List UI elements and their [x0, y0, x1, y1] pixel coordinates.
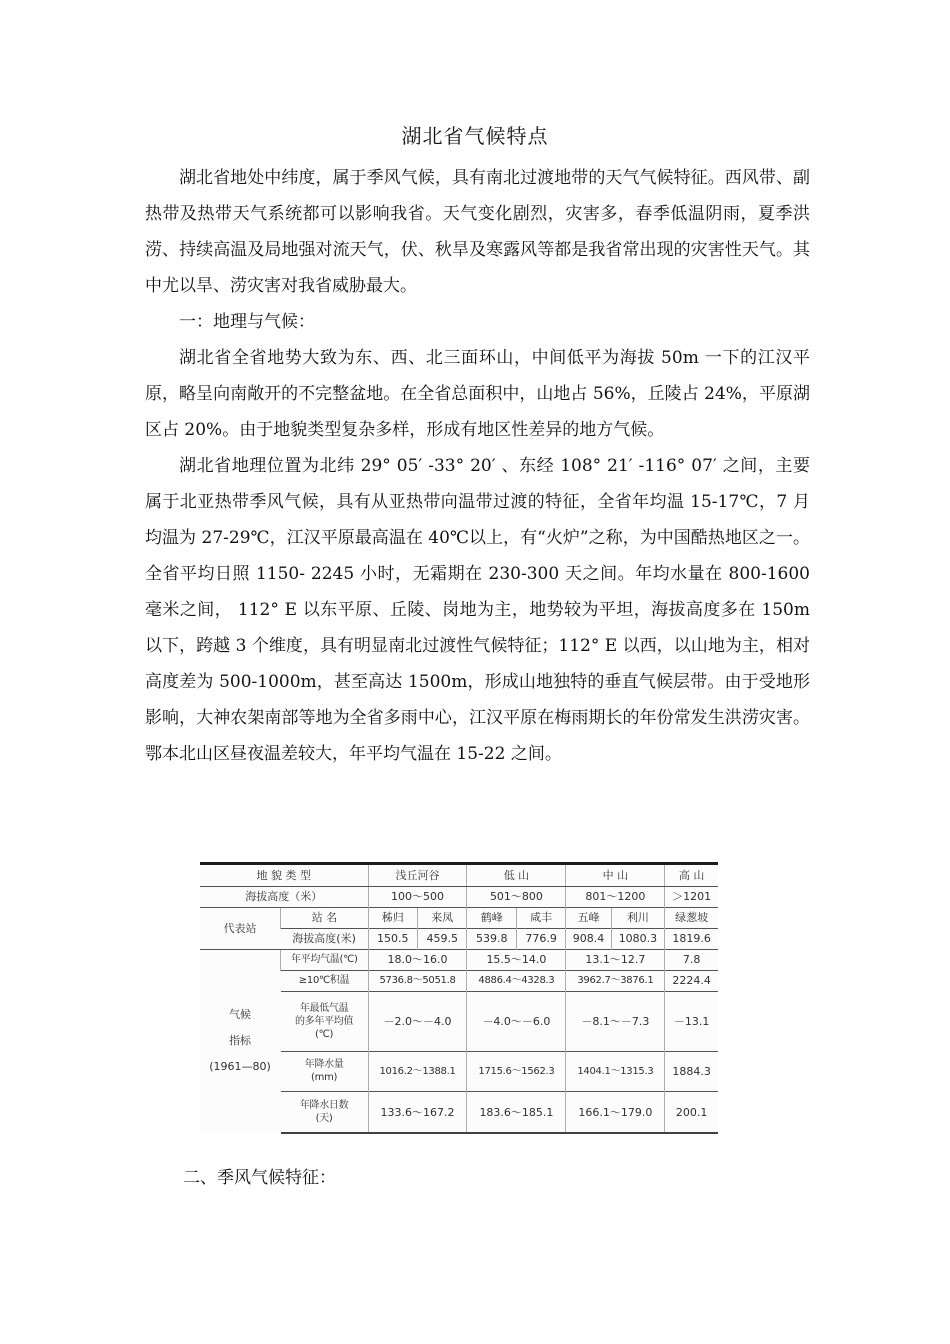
- header-low-mountain: 低 山: [467, 864, 566, 887]
- station-altitude-cell: 1080.3: [611, 928, 665, 949]
- altitude-label: 海拔高度（米）: [200, 886, 368, 907]
- table-row: [200, 949, 718, 970]
- accum-temp-high: 2224.4: [665, 970, 718, 991]
- station-name-label: 站 名: [281, 907, 368, 928]
- station-cell: 鹤峰: [467, 907, 516, 928]
- station-altitude-label: 海拔高度(米): [281, 928, 368, 949]
- mean-temp-high: 7.8: [665, 949, 718, 970]
- precip-days-low: 183.6～185.1: [467, 1092, 566, 1133]
- climate-table-image: [200, 862, 718, 1134]
- precip-days-hill: 133.6～167.2: [368, 1092, 467, 1133]
- station-group-label: 代表站: [200, 907, 281, 949]
- min-temp-label-line-2: 的多年平均值: [294, 1015, 354, 1027]
- header-high-mountain: 高 山: [665, 864, 718, 887]
- climate-group-line-3: (1961—80): [209, 1060, 271, 1074]
- station-cell: 来凤: [418, 907, 467, 928]
- min-temp-mid: －8.1～－7.3: [566, 991, 665, 1051]
- min-temp-hill: －2.0～－4.0: [368, 991, 467, 1051]
- station-cell: 五峰: [566, 907, 611, 928]
- station-cell: 利川: [611, 907, 665, 928]
- precip-days-label-line-2: (天): [315, 1113, 333, 1125]
- station-cell: 咸丰: [516, 907, 565, 928]
- station-altitude-cell: 908.4: [566, 928, 611, 949]
- table-row: [200, 907, 718, 928]
- altitude-high: ＞1201: [665, 886, 718, 907]
- altitude-hill: 100～500: [368, 886, 467, 907]
- station-cell: 绿葱坡: [665, 907, 718, 928]
- table-header-row: [200, 864, 718, 887]
- header-mid-mountain: 中 山: [566, 864, 665, 887]
- document-title: 湖北省气候特点: [401, 124, 549, 148]
- terrain-paragraph: 湖北省全省地势大致为东、西、北三面环山，中间低平为海拔 50m 一下的江汉平原，略呈向南敞开的不完整盆地。在全省总面积中，山地占 56%，丘陵占 24%，平原湖区占 20%。由于地貌类型复杂多样，形成有地区性差异的地方气候。: [145, 348, 810, 440]
- min-temp-label: [281, 991, 368, 1051]
- mean-temp-mid: 13.1～12.7: [566, 949, 665, 970]
- body-text: [145, 160, 810, 772]
- accum-temp-mid: 3962.7～3876.1: [566, 970, 665, 991]
- station-altitude-cell: 459.5: [418, 928, 467, 949]
- min-temp-low: －4.0～－6.0: [467, 991, 566, 1051]
- station-altitude-cell: 150.5: [368, 928, 417, 949]
- precip-mid: 1404.1～1315.3: [566, 1051, 665, 1092]
- min-temp-label-line-3: (℃): [315, 1028, 334, 1040]
- station-cell: 秭归: [368, 907, 417, 928]
- climate-table: [200, 862, 718, 1134]
- climate-group-line-1: 气候: [229, 1008, 252, 1022]
- section1-heading: 一：地理与气候：: [179, 312, 315, 332]
- altitude-low: 501～800: [467, 886, 566, 907]
- precip-label: [281, 1051, 368, 1092]
- location-paragraph: 湖北省地理位置为北纬 29° 05′ -33° 20′ 、东经 108° 21′ -116° 07′ 之间，主要属于北亚热带季风气候，具有从亚热带向温带过渡的特征，全省年均温 15-17℃，7 月均温为 27-29℃，江汉平原最高温在 40℃以上，有“火炉”之称，为中国酷热地区之一。全省平均日照 1150- 2245 小时，无霜期在 230-300 天之间。年均水量在 800-1600 毫米之间， 112° E 以东平原、丘陵、岗地为主，地势较为平坦，海拔高度多在 150m 以下，跨越 3 个维度，具有明显南北过渡性气候特征；112° E 以西，以山地为主，相对高度差为 500-1000m，甚至高达 1500m，形成山地独特的垂直气候层带。由于受地形影响，大神农架南部等地为全省多雨中心，江汉平原在梅雨期长的年份常发生洪涝灾害。鄂本北山区昼夜温差较大，年平均气温在 15-22 之间。: [145, 456, 810, 764]
- precip-high: 1884.3: [665, 1051, 718, 1092]
- mean-temp-low: 15.5～14.0: [467, 949, 566, 970]
- precip-label-line-2: (mm): [311, 1072, 338, 1084]
- accum-temp-low: 4886.4～4328.3: [467, 970, 566, 991]
- mean-temp-label: 年平均气温(℃): [281, 949, 368, 970]
- precip-days-label-line-1: 年降水日数: [299, 1100, 349, 1112]
- table-row: [200, 886, 718, 907]
- min-temp-label-line-1: 年最低气温: [299, 1002, 349, 1014]
- climate-group-line-2: 指标: [229, 1034, 252, 1048]
- precip-hill: 1016.2～1388.1: [368, 1051, 467, 1092]
- section2-heading: 二、季风气候特征：: [183, 1168, 336, 1188]
- intro-paragraph: 湖北省地处中纬度，属于季风气候，具有南北过渡地带的天气气候特征。西风带、副热带及热带天气系统都可以影响我省。天气变化剧烈，灾害多，春季低温阴雨，夏季洪涝、持续高温及局地强对流天气，伏、秋旱及寒露风等都是我省常出现的灾害性天气。其中尤以旱、涝灾害对我省威胁最大。: [145, 168, 810, 296]
- station-altitude-cell: 1819.6: [665, 928, 718, 949]
- header-landform-type: 地 貌 类 型: [200, 864, 368, 887]
- altitude-mid: 801～1200: [566, 886, 665, 907]
- mean-temp-hill: 18.0～16.0: [368, 949, 467, 970]
- precip-days-mid: 166.1～179.0: [566, 1092, 665, 1133]
- station-altitude-cell: 776.9: [516, 928, 565, 949]
- station-altitude-cell: 539.8: [467, 928, 516, 949]
- precip-label-line-1: 年降水量: [304, 1059, 344, 1071]
- header-hill-valley: 浅丘河谷: [368, 864, 467, 887]
- climate-group-label: [200, 949, 281, 1133]
- accum-temp-hill: 5736.8～5051.8: [368, 970, 467, 991]
- precip-days-label: [281, 1092, 368, 1133]
- precip-low: 1715.6～1562.3: [467, 1051, 566, 1092]
- min-temp-high: －13.1: [665, 991, 718, 1051]
- accum-temp-label: ≥10℃积温: [281, 970, 368, 991]
- precip-days-high: 200.1: [665, 1092, 718, 1133]
